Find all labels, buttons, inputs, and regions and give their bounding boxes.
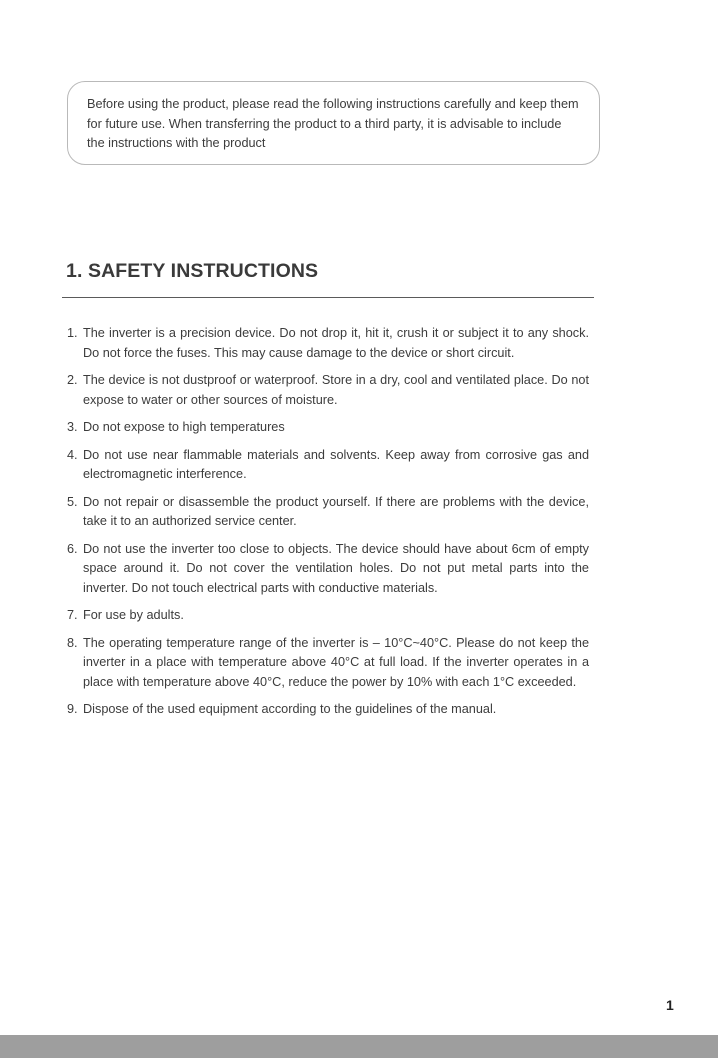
notice-text: Before using the product, please read the following instructions carefully and keep them for future use. When transferring the product to a third party, it is advisable to include the instructions with the product (87, 97, 579, 150)
instruction-item (67, 540, 589, 599)
instruction-text: Dispose of the used equipment according to the guidelines of the manual. (83, 702, 497, 716)
instruction-item (67, 493, 589, 532)
instruction-number: 4. (67, 447, 78, 462)
instruction-number: 6. (67, 541, 78, 556)
instruction-item (67, 634, 589, 693)
instruction-number: 1. (67, 326, 78, 340)
instruction-number: 2. (67, 373, 78, 387)
instruction-item (67, 418, 589, 438)
instruction-item (67, 700, 589, 720)
instruction-text: The device is not dustproof or waterproof. Store in a dry, cool and ventilated place. Do not expose to water or other sources of moisture. (83, 373, 589, 407)
instruction-text: Do not expose to high temperatures (83, 420, 285, 434)
instruction-number: 5. (67, 494, 78, 509)
notice-box (67, 81, 600, 165)
instruction-text: For use by adults. (83, 608, 184, 622)
instruction-number: 3. (67, 420, 78, 434)
instruction-number: 8. (67, 635, 78, 650)
page-number: 1 (666, 997, 674, 1013)
instruction-text: The operating temperature range of the inverter is – 10°C~40°C. Please do not keep the inverter in a place with temperature above 40°C at full load. If the inverter operates in a place with temperature above 40°C, reduce the power by 10% with each 1°C exceeded. (83, 635, 589, 689)
section-divider (62, 297, 594, 298)
safety-instructions-list (67, 324, 589, 728)
instruction-item (67, 324, 589, 363)
instruction-item (67, 446, 589, 485)
instruction-number: 7. (67, 608, 78, 622)
footer-bar (0, 1035, 718, 1058)
instruction-text: Do not repair or disassemble the product yourself. If there are problems with the device, take it to an authorized service center. (83, 494, 589, 528)
instruction-text: The inverter is a precision device. Do not drop it, hit it, crush it or subject it to any shock. Do not force the fuses. This may cause damage to the device or short circuit. (83, 326, 589, 360)
instruction-text: Do not use near flammable materials and solvents. Keep away from corrosive gas and electromagnetic interference. (83, 447, 589, 481)
instruction-item (67, 606, 589, 626)
instruction-number: 9. (67, 702, 78, 716)
instruction-item (67, 371, 589, 410)
instruction-text: Do not use the inverter too close to objects. The device should have about 6cm of empty space around it. Do not cover the ventilation holes. Do not put metal parts into the inverter. Do not touch electrical parts with conductive materials. (83, 541, 589, 595)
section-title: 1. SAFETY INSTRUCTIONS (66, 260, 319, 282)
